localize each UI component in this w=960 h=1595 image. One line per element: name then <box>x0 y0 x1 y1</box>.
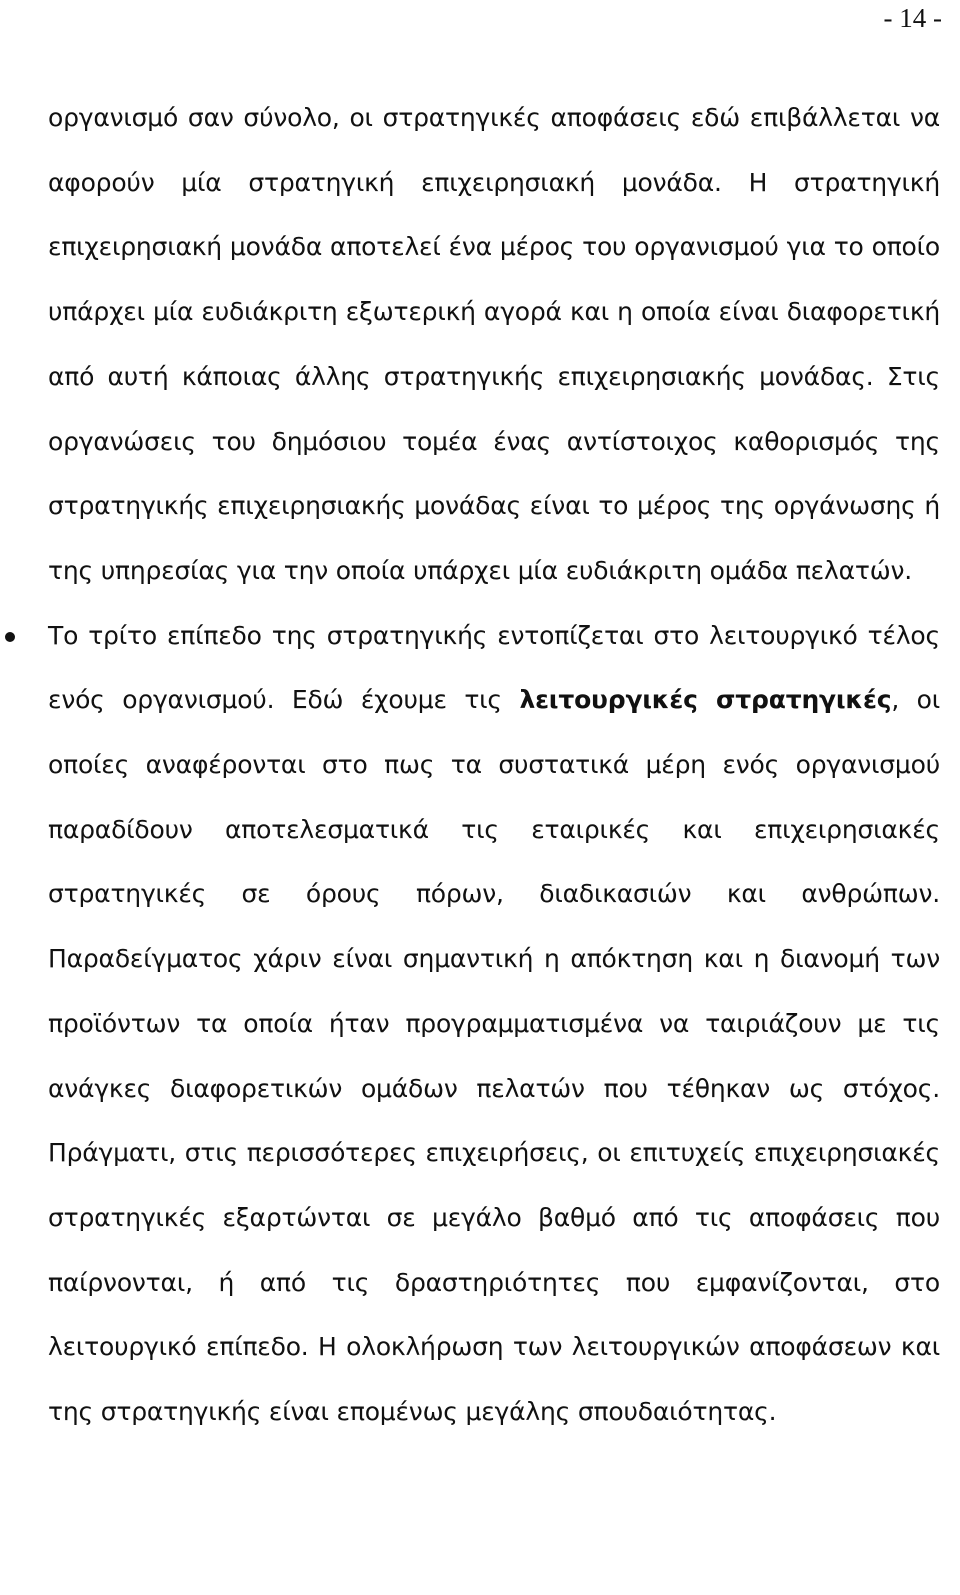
bullet-text-body: , οι οποίες αναφέρονται στο πως τα συστατικά μέρη ενός οργανισμού παραδίδουν αποτελεσματικά τις εταιρικές και επιχειρησιακές στρατηγικές σε όρους πόρων, διαδικασιών και ανθρώπων. Παραδείγματος χάριν είναι σημαντική η απόκτηση και η διανομή των προϊόντων τα οποία ήταν προγραμματισμένα να ταιριάζουν με τις ανάγκες διαφορετικών ομάδων πελατών που τέθηκαν ως στόχος. Πράγματι, στις περισσότερες επιχειρήσεις, οι επιτυχείς επιχειρησιακές στρατηγικές εξαρτώνται σε μεγάλο βαθμό από τις αποφάσεις που παίρνονται, ή από τις δραστηριότητες που εμφανίζονται, στο λειτουργικό επίπεδο. Η ολοκλήρωση των λειτουργικών αποφάσεων και της στρατηγικής είναι επομένως μεγάλης σπουδαιότητας. <box>48 685 940 1427</box>
emphasized-term: λειτουργικές στρατηγικές <box>519 685 892 715</box>
body-paragraph: οργανισμό σαν σύνολο, οι στρατηγικές αποφάσεις εδώ επιβάλλεται να αφορούν μία στρατηγική επιχειρησιακή μονάδα. Η στρατηγική επιχειρησιακή μονάδα αποτελεί ένα μέρος του οργανισμού για το οποίο υπάρχει μία ευδιάκριτη εξωτερική αγορά και η οποία είναι διαφορετική από αυτή κάποιας άλλης στρατηγικής επιχειρησιακής μονάδας. Στις οργανώσεις του δημόσιου τομέα ένας αντίστοιχος καθορισμός της στρατηγικής επιχειρησιακής μονάδας είναι το μέρος της οργάνωσης ή της υπηρεσίας για την οποία υπάρχει μία ευδιάκριτη ομάδα πελατών. <box>48 103 940 585</box>
bullet-text-intro: Το τρίτο επίπεδο της στρατηγικής εντοπίζεται στο λειτουργικό τέλος ενός οργανισμού. Εδώ έχουμε τις <box>48 620 940 715</box>
bullet-list-item <box>48 604 940 1445</box>
document-body <box>48 86 940 1445</box>
page-number: - 14 - <box>883 3 942 33</box>
bullet-point-icon <box>5 632 15 642</box>
